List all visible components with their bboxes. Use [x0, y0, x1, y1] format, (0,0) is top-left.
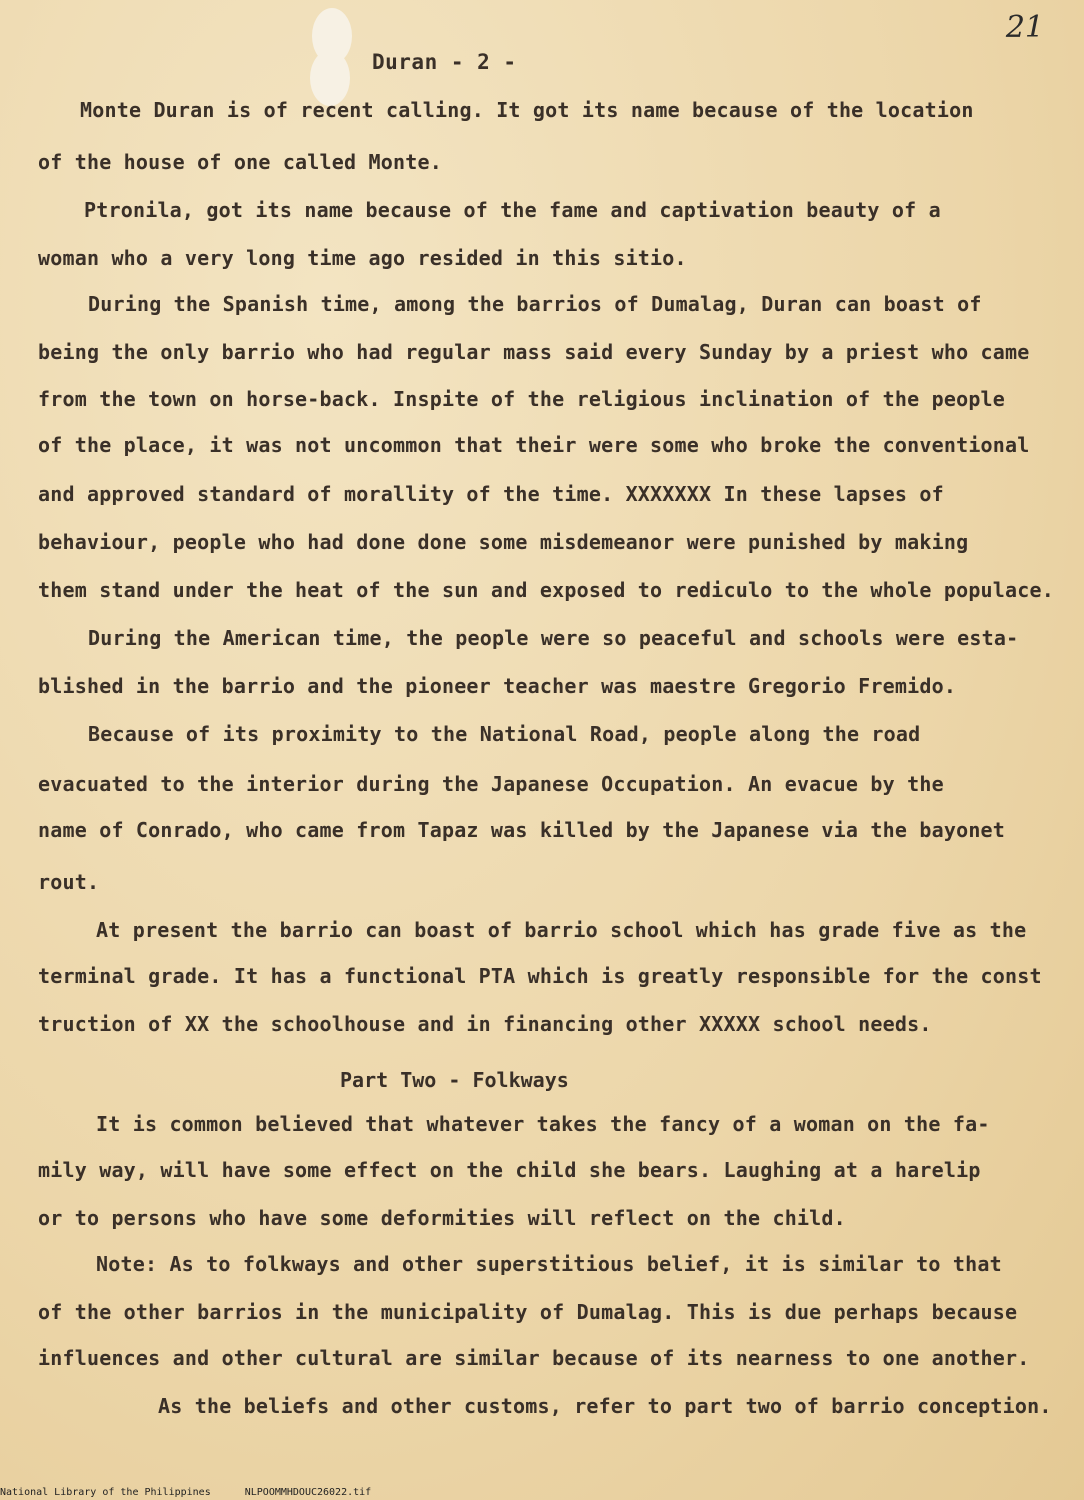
footer-filename: NLPOOMMHDOUC26022.tif	[244, 1487, 372, 1498]
folkways-line: or to persons who have some deformities will reflect on the child.	[38, 1206, 846, 1230]
body-line: rout.	[38, 870, 100, 894]
folkways-line: Note: As to folkways and other superstitious belief, it is similar to that	[96, 1252, 1002, 1276]
page-number: 21	[1005, 10, 1044, 45]
body-line: of the house of one called Monte.	[38, 150, 442, 174]
body-line: of the place, it was not uncommon that their were some who broke the conventional	[38, 433, 1030, 457]
body-line: woman who a very long time ago resided in this sitio.	[38, 246, 687, 270]
folkways-line: of the other barrios in the municipality of Dumalag. This is due perhaps because	[38, 1300, 1018, 1324]
body-line: During the American time, the people were so peaceful and schools were esta-	[88, 626, 1019, 650]
body-line: Because of its proximity to the National Road, people along the road	[88, 722, 921, 746]
body-line: Monte Duran is of recent calling. It got its name because of the location	[80, 98, 974, 122]
body-line: blished in the barrio and the pioneer teacher was maestre Gregorio Fremido.	[38, 674, 957, 698]
body-line: Ptronila, got its name because of the fame and captivation beauty of a	[84, 198, 941, 222]
body-line: At present the barrio can boast of barrio school which has grade five as the	[96, 918, 1027, 942]
body-line: and approved standard of morallity of the time. XXXXXXX In these lapses of	[38, 482, 944, 506]
footer-library: National Library of the Philippines	[0, 1487, 211, 1498]
folkways-line: influences and other cultural are similar because of its nearness to one another.	[38, 1346, 1030, 1370]
folkways-line: It is common believed that whatever takes the fancy of a woman on the fa-	[96, 1112, 990, 1136]
body-line: them stand under the heat of the sun and exposed to rediculo to the whole populace.	[38, 578, 1055, 602]
body-line: from the town on horse-back. Inspite of the religious inclination of the people	[38, 387, 1006, 411]
body-line: terminal grade. It has a functional PTA which is greatly responsible for the const	[38, 964, 1042, 988]
body-line: behaviour, people who had done done some misdemeanor were punished by making	[38, 530, 969, 554]
body-line: truction of XX the schoolhouse and in financing other XXXXX school needs.	[38, 1012, 932, 1036]
section-title: Part Two - Folkways	[340, 1068, 569, 1092]
body-line: being the only barrio who had regular mass said every Sunday by a priest who came	[38, 340, 1030, 364]
body-line: evacuated to the interior during the Japanese Occupation. An evacue by the	[38, 772, 944, 796]
body-line: During the Spanish time, among the barrios of Dumalag, Duran can boast of	[88, 292, 982, 316]
body-line: name of Conrado, who came from Tapaz was killed by the Japanese via the bayonet	[38, 818, 1006, 842]
page-header: Duran - 2 -	[372, 50, 517, 74]
scan-footer	[0, 1487, 371, 1498]
folkways-line: As the beliefs and other customs, refer to part two of barrio conception.	[158, 1394, 1052, 1418]
folkways-line: mily way, will have some effect on the child she bears. Laughing at a harelip	[38, 1158, 981, 1182]
